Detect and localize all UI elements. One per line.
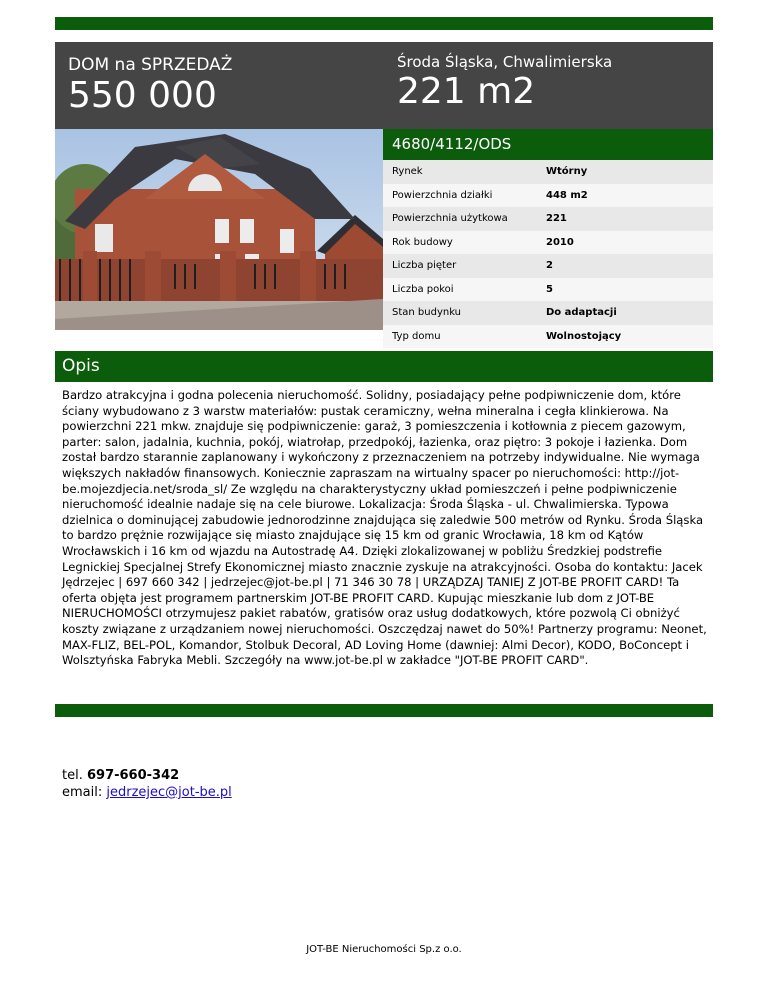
param-row-usable-area	[383, 207, 713, 231]
param-label: Stan budynku	[392, 307, 462, 319]
contact-block	[62, 767, 232, 801]
phone-number: 697-660-342	[86, 768, 180, 783]
price: 550 000	[68, 75, 217, 116]
email-line	[62, 784, 232, 801]
param-row-house-type	[383, 325, 713, 349]
param-label: Liczba pięter	[392, 260, 457, 272]
phone-line	[62, 767, 232, 784]
description-heading: Opis	[55, 351, 713, 382]
param-value: Wtórny	[546, 166, 588, 178]
email-link[interactable]: jedrzejec@jot-be.pl	[106, 785, 232, 800]
param-row-plot-area	[383, 184, 713, 208]
param-value: 5	[546, 283, 553, 295]
phone-label: tel.	[62, 768, 83, 783]
listing-header	[55, 42, 713, 129]
param-row-condition	[383, 301, 713, 325]
param-value: 448 m2	[546, 189, 588, 201]
param-row-rooms	[383, 278, 713, 302]
param-label: Rok budowy	[392, 236, 453, 248]
param-row-year-built	[383, 231, 713, 255]
param-value: 2	[546, 260, 553, 272]
footer-company: JOT-BE Nieruchomości Sp.z o.o.	[306, 944, 462, 955]
location: Środa Śląska, Chwalimierska	[397, 53, 613, 71]
email-label: email:	[62, 785, 103, 800]
param-label: Liczba pokoi	[392, 283, 454, 295]
param-value: Do adaptacji	[546, 307, 617, 319]
param-value: Wolnostojący	[546, 330, 622, 342]
param-label: Powierzchnia działki	[392, 189, 493, 201]
param-label: Powierzchnia użytkowa	[392, 213, 508, 225]
area: 221 m2	[397, 71, 536, 112]
top-accent-bar	[55, 17, 713, 30]
description-text: Bardzo atrakcyjna i godna polecenia nieruchomość. Solidny, posiadający pełne podpiwniczenie dom, które ściany wybudowano z 3 warstw materiałów: pustak ceramiczny, wełna mineralna i cegła klinkierowa. Na powierzchni 221 mkw. znajduje się podpiwniczenie: garaż, 3 pomieszczenia i kotłownia z piecem gazowym, parter: salon, jadalnia, kuchnia, pokój, wiatrołap, przedpokój, łazienka, oraz piętro: 3 pokoje i łazienka. Dom został bardzo starannie zaplanowany i wykończony z przeznaczeniem na potrzeby indywidualne. Nie wymaga większych nakładów finansowych. Koniecznie zapraszam na wirtualny spacer po nieruchomości: http://jot-be.mojezdjecia.net/sroda_sl/ Ze względu na charakterystyczny układ pomieszczeń i pełne podpiwniczenie nieruchomość idealnie nadaje się na cele biurowe. Lokalizacja: Środa Śląska - ul. Chwalimierska. Typowa dzielnica o dominującej zabudowie jednorodzinne znajdująca się zaledwie 500 metrów od Rynku. Środa Śląska to bardzo prężnie rozwijające się miasto znajdujące się 15 km od granic Wrocławia, 18 km od Kątów Wrocławskich i 16 km od wjazdu na Autostradę A4. Dzięki zlokalizowanej w pobliżu Średzkiej podstrefie Legnickiej Specjalnej Strefy Ekonomicznej miasto znacznie zyskuje na atrakcyjności. Osoba do kontaktu: Jacek Jędrzejec | 697 660 342 | jedrzejec@jot-be.pl | 71 346 30 78 | URZĄDZAJ TANIEJ Z JOT-BE PROFIT CARD! Ta oferta objęta jest programem partnerskim JOT-BE PROFIT CARD. Kupując mieszkanie lub dom z JOT-BE NIERUCHOMOŚCI otrzymujesz pakiet rabatów, gratisów oraz usług dodatkowych, które pozwolą Ci obniżyć koszty związane z urządzaniem nowej nieruchomości. Oszczędzaj nawet do 50%! Partnerzy programu: Neonet, MAX-FLIZ, BEL-POL, Komandor, Stolbuk Decoral, AD Loving Home (dawniej: Almi Decor), KODO, BoConcept i Wolsztyńska Fabryka Mebli. Szczegóły na www.jot-be.pl w zakładce "JOT-BE PROFIT CARD".	[62, 388, 707, 668]
listing-type: DOM na SPRZEDAŻ	[68, 55, 233, 75]
param-value: 2010	[546, 236, 574, 248]
param-label: Typ domu	[392, 330, 441, 342]
param-label: Rynek	[392, 166, 423, 178]
bottom-accent-bar	[55, 704, 713, 717]
property-params-table	[383, 160, 713, 348]
param-row-floors	[383, 254, 713, 278]
house-photo	[55, 129, 383, 330]
param-row-rynek	[383, 160, 713, 184]
listing-reference: 4680/4112/ODS	[383, 129, 713, 160]
param-value: 221	[546, 213, 567, 225]
